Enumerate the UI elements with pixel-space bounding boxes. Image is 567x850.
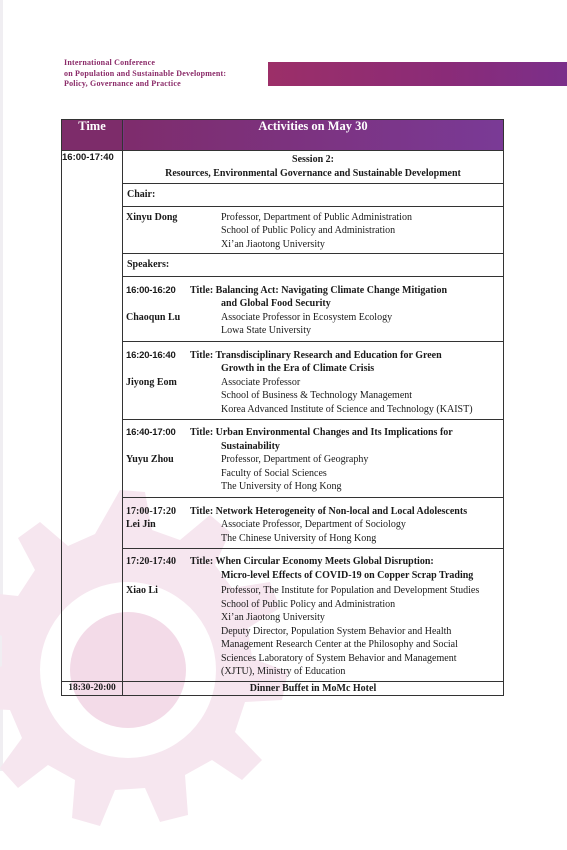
affiliation-line: Professor, Department of Geography: [221, 454, 369, 465]
conference-title-line3: Policy, Governance and Practice: [64, 79, 181, 88]
affiliation-line: Associate Professor, Department of Sociology: [221, 519, 406, 530]
chair-entry: [123, 207, 503, 254]
speaker-entry: [123, 453, 503, 494]
speakers-label-cell: [123, 254, 504, 277]
table-header-row: [62, 120, 504, 151]
talk-title-line: [123, 426, 503, 453]
affiliation-line: Xi’an Jiaotong University: [221, 612, 325, 623]
affiliation-line: Management Research Center at the Philosophy and Social: [221, 639, 458, 650]
table-row: [62, 497, 504, 549]
conference-title-line1: International Conference: [64, 58, 156, 67]
speaker-affiliation: [221, 311, 503, 338]
table-row: [62, 254, 504, 277]
affiliation-line: Lowa State University: [221, 325, 311, 336]
session-theme: Resources, Environmental Governance and Sustainable Development: [165, 167, 461, 179]
talk-title: [190, 284, 503, 311]
table-row: [62, 151, 504, 184]
chair-affiliation: [221, 211, 503, 252]
talk-title-line: [123, 505, 503, 519]
talk-time: 16:20-16:40: [126, 349, 176, 361]
talk-time: 16:00-16:20: [126, 284, 176, 296]
speaker-name: Jiyong Eom: [126, 376, 177, 388]
table-row: [62, 549, 504, 682]
speaker-affiliation: [221, 376, 503, 417]
talk-title-continued: and Global Food Security: [221, 298, 331, 309]
session-title-cell: [123, 151, 504, 184]
talk-title-text: Title: When Circular Economy Meets Global Disruption:: [190, 556, 434, 567]
talk-title-text: Title: Urban Environmental Changes and Its Implications for: [190, 427, 453, 438]
speakers-label: Speakers:: [127, 259, 170, 270]
talk-title-continued: Micro-level Effects of COVID-19 on Copper Scrap Trading: [221, 569, 474, 581]
affiliation-line: (XJTU), Ministry of Education: [221, 666, 346, 677]
schedule-table: [61, 119, 504, 696]
talk-cell: [123, 276, 504, 341]
affiliation-line: Korea Advanced Institute of Science and Technology (KAIST): [221, 403, 473, 415]
talk-cell: [123, 341, 504, 420]
talk-entry: [123, 277, 503, 341]
affiliation-line: Sciences Laboratory of System Behavior and Management: [221, 652, 457, 664]
talk-entry: [123, 498, 503, 549]
affiliation-line: School of Business & Technology Management: [221, 390, 413, 401]
evening-time: 18:30-20:00: [62, 681, 123, 696]
talk-time: 17:20-17:40: [126, 556, 176, 567]
affiliation-line: The Chinese University of Hong Kong: [221, 532, 377, 544]
speaker-name: Chaoqun Lu: [126, 311, 181, 323]
affiliation-line: Associate Professor: [221, 376, 301, 388]
affiliation-line: Associate Professor in Ecosystem Ecology: [221, 311, 393, 323]
session-time: 16:00-17:40: [62, 151, 123, 682]
talk-title-text: Title: Transdisciplinary Research and Education for Green: [190, 349, 442, 361]
column-header-time: Time: [62, 120, 123, 151]
talk-cell: [123, 497, 504, 549]
speaker-name: Lei Jin: [126, 519, 156, 530]
evening-activity: Dinner Buffet in MoMc Hotel: [123, 681, 504, 696]
speaker-affiliation: [221, 518, 503, 545]
talk-title-continued: Sustainability: [221, 440, 280, 452]
talk-title-line: [123, 349, 503, 376]
talk-title-text: Title: Balancing Act: Navigating Climate Change Mitigation: [190, 284, 448, 296]
talk-title-continued: Growth in the Era of Climate Crisis: [221, 363, 375, 374]
speaker-entry: [123, 376, 503, 417]
speaker-entry: [123, 584, 503, 679]
speaker-entry: [123, 311, 503, 338]
table-row: [62, 341, 504, 420]
chair-label: Chair:: [127, 189, 156, 200]
table-row: [62, 184, 504, 207]
speaker-name: Xiao Li: [126, 585, 158, 596]
speaker-name: Yuyu Zhou: [126, 454, 174, 465]
chair-name: Xinyu Dong: [126, 211, 178, 223]
chair-label-cell: [123, 184, 504, 207]
table-row: [62, 276, 504, 341]
talk-title-line: [123, 555, 503, 582]
talk-entry: [123, 549, 503, 681]
header-accent-bar: [268, 62, 567, 86]
affiliation-line: School of Public Policy and Administration: [221, 225, 396, 236]
table-row: [62, 206, 504, 254]
speaker-entry: [123, 518, 503, 545]
affiliation-line: Deputy Director, Population System Behavior and Health: [221, 625, 452, 637]
talk-entry: [123, 342, 503, 420]
speaker-affiliation: [221, 584, 503, 679]
talk-title: [190, 555, 503, 582]
table-row: [62, 420, 504, 498]
speaker-affiliation: [221, 453, 503, 494]
session-title: [123, 151, 503, 183]
affiliation-line: Professor, The Institute for Population and Development Studies: [221, 585, 480, 596]
talk-title: [190, 426, 503, 453]
talk-title: [190, 349, 503, 376]
affiliation-line: Professor, Department of Public Administration: [221, 211, 412, 223]
talk-cell: [123, 420, 504, 498]
session-number: Session 2:: [292, 154, 334, 165]
conference-title-line2: on Population and Sustainable Development:: [64, 68, 227, 78]
column-header-activities: Activities on May 30: [123, 120, 504, 151]
talk-cell: [123, 549, 504, 682]
affiliation-line: School of Public Policy and Administration: [221, 598, 396, 610]
talk-title-line: [123, 284, 503, 311]
chair-cell: [123, 206, 504, 254]
talk-time: 17:00-17:20: [126, 505, 176, 517]
talk-entry: [123, 420, 503, 497]
affiliation-line: Xi’an Jiaotong University: [221, 238, 325, 250]
table-row: [62, 681, 504, 696]
talk-time: 16:40-17:00: [126, 427, 176, 438]
affiliation-line: Faculty of Social Sciences: [221, 467, 327, 479]
conference-title: [64, 58, 226, 90]
talk-title: Title: Network Heterogeneity of Non-local and Local Adolescents: [190, 505, 468, 517]
affiliation-line: The University of Hong Kong: [221, 481, 342, 492]
